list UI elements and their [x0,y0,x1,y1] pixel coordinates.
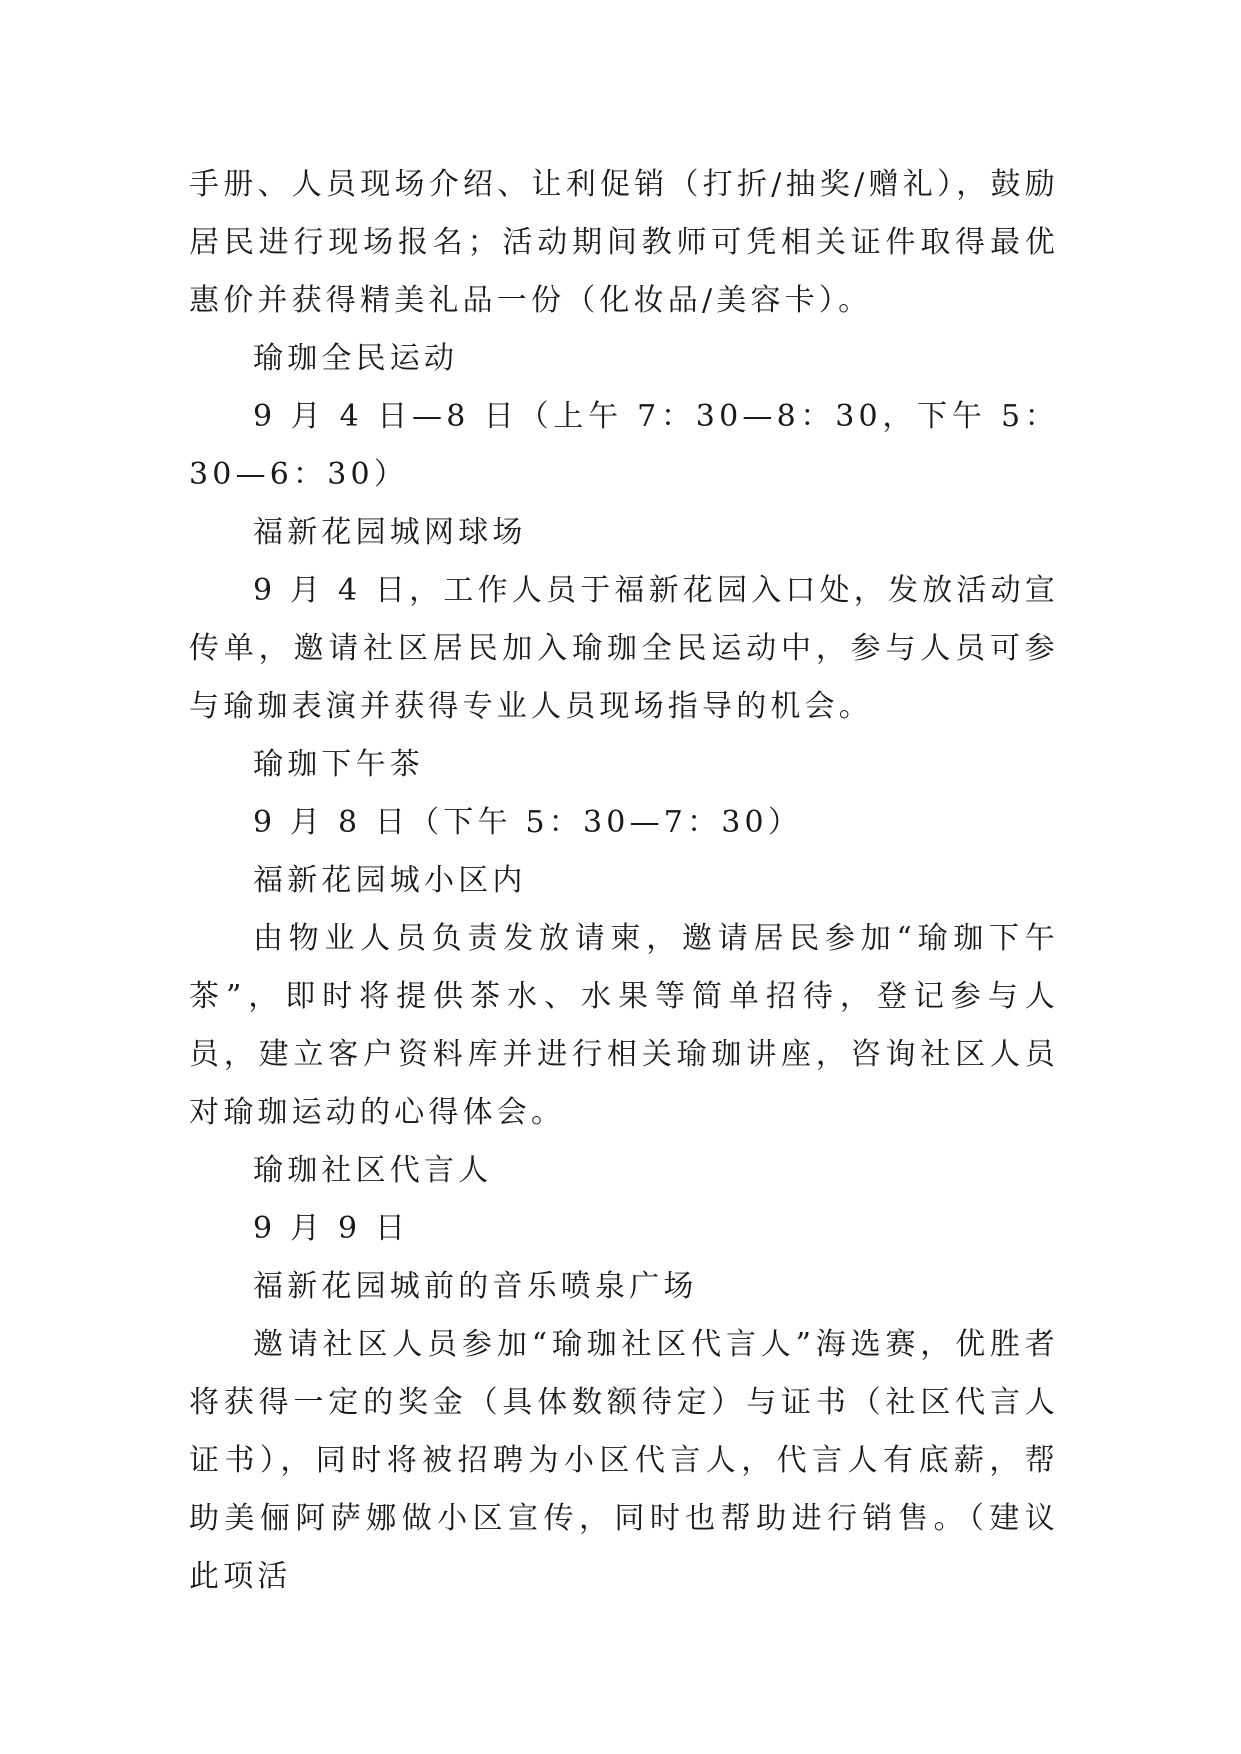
heading-yoga-afternoon-tea: 瑜珈下午茶 [253,747,424,782]
paragraph-promotion-details: 手册、人员现场介绍、让利促销（打折/抽奖/赠礼），鼓励居民进行现场报名；活动期间教师可凭相关证件取得最优惠价并获得精美礼品一份（化妆品/美容卡）。 [189,167,1059,318]
description-yoga-national-exercise: 9 月 4 日，工作人员于福新花园入口处，发放活动宣传单，邀请社区居民加入瑜珈全民运动中，参与人员可参与瑜珈表演并获得专业人员现场指导的机会。 [189,573,1059,724]
heading-yoga-national-exercise: 瑜珈全民运动 [253,341,459,376]
description-yoga-community-spokesperson: 邀请社区人员参加“瑜珈社区代言人”海选赛，优胜者将获得一定的奖金（具体数额待定）与证书（社区代言人证书），同时将被招聘为小区代言人，代言人有底薪，帮助美俪阿萨娜做小区宣传，同时也帮助进行销售。（建议此项活 [189,1327,1059,1594]
heading-yoga-community-spokesperson: 瑜珈社区代言人 [253,1153,493,1188]
date-yoga-community-spokesperson: 9 月 9 日 [253,1211,410,1246]
location-yoga-national-exercise: 福新花园城网球场 [253,515,527,550]
location-yoga-community-spokesperson: 福新花园城前的音乐喷泉广场 [253,1269,698,1304]
date-yoga-afternoon-tea: 9 月 8 日（下午 5：30—7：30） [253,805,803,840]
description-yoga-afternoon-tea: 由物业人员负责发放请柬，邀请居民参加“瑜珈下午茶”，即时将提供茶水、水果等简单招待，登记参与人员，建立客户资料库并进行相关瑜珈讲座，咨询社区人员对瑜珈运动的心得体会。 [189,921,1059,1130]
document-page [189,156,1059,1606]
location-yoga-afternoon-tea: 福新花园城小区内 [253,863,527,898]
date-yoga-national-exercise: 9 月 4 日—8 日（上午 7：30—8：30，下午 5：30—6：30） [189,399,1059,492]
